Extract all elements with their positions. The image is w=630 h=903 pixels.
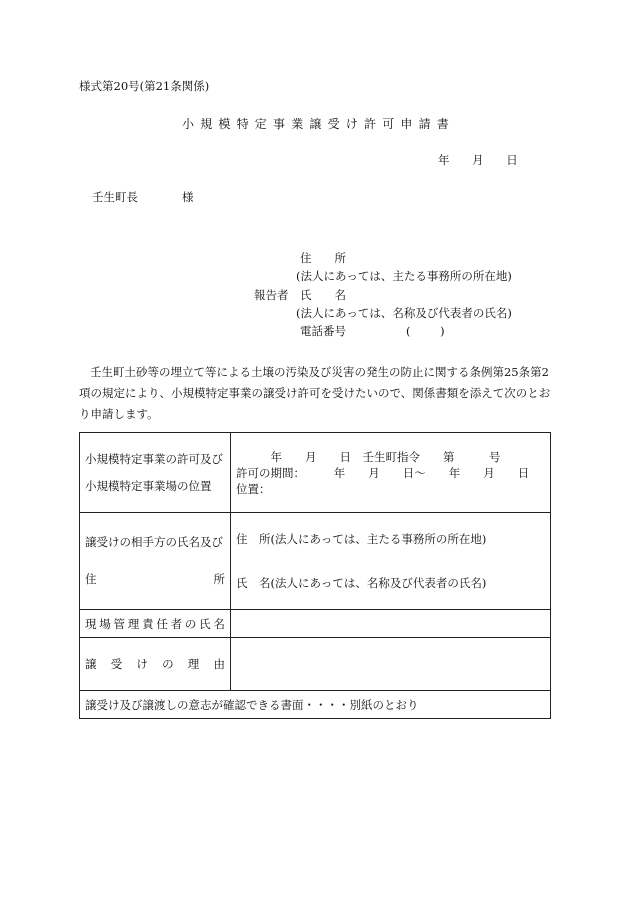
label-char: 理: [187, 657, 200, 671]
label-char: 所: [213, 572, 225, 586]
table-row: [80, 433, 551, 513]
addressee-honorific: 様: [182, 190, 194, 204]
table-row: [80, 513, 551, 610]
label-char: 由: [213, 657, 225, 671]
addressee-name: 壬生町長: [92, 190, 138, 204]
label-char: 現: [85, 616, 97, 631]
transfer-reason-label: [80, 638, 231, 691]
permit-date-line: 年 月 日 壬生町指令 第 号: [236, 449, 501, 464]
name-label: 氏 名: [300, 288, 346, 302]
label-line: [85, 616, 225, 632]
phone-label: 電話番号: [300, 324, 346, 338]
label-char: 受: [110, 657, 123, 671]
label-char: 責: [142, 616, 154, 631]
label-char: 名: [213, 616, 225, 631]
name-note: (法人にあっては、名称及び代表者の氏名): [296, 306, 512, 320]
date-line: 年 月 日: [438, 153, 518, 167]
label-char: 譲: [85, 657, 97, 671]
label-char: 任: [156, 616, 168, 631]
table-row: [80, 610, 551, 638]
label-line: 譲受けの相手方の氏名及び: [85, 535, 223, 549]
address-note: (法人にあっては、主たる事務所の所在地): [296, 269, 512, 283]
label-char: 住: [85, 572, 97, 586]
application-table: [79, 432, 551, 719]
label-char: 管: [113, 616, 126, 631]
phone-field[interactable]: ( ): [406, 324, 445, 338]
table-row: [80, 638, 551, 691]
counterparty-name-line: 氏 名(法人にあっては、名称及び代表者の氏名): [236, 576, 487, 590]
form-number: 様式第20号(第21条関係): [79, 79, 210, 93]
permit-location-field[interactable]: [231, 433, 551, 513]
label-char: 理: [127, 616, 140, 631]
site-manager-field[interactable]: [231, 610, 551, 638]
label-line: [85, 656, 225, 672]
label-char: 場: [99, 616, 111, 631]
permit-period-line: 許可の期間： 年 月 日〜 年 月 日: [236, 465, 530, 480]
table-row: [80, 691, 551, 719]
reporter-label: 報告者: [254, 288, 289, 302]
body-paragraph: 壬生町土砂等の埋立て等による土壌の汚染及び災害の発生の防止に関する条例第25条第2項の規定により、小規模特定事業の譲受け許可を受けたいので、関係書類を添えて次のとおり申請します。: [79, 365, 551, 421]
label-line: [85, 566, 225, 593]
address-label: 住 所: [300, 251, 346, 265]
label-char: の: [184, 616, 197, 631]
document-title: 小規模特定事業譲受け許可申請書: [182, 117, 456, 131]
label-char: 者: [170, 616, 183, 631]
label-line: 小規模特定事業場の位置: [85, 478, 212, 493]
attachment-note: 譲受け及び譲渡しの意志が確認できる書面・・・・別紙のとおり: [80, 691, 551, 719]
label-char: け: [136, 657, 148, 671]
label-line: 小規模特定事業の許可及び: [85, 451, 223, 466]
counterparty-label: [80, 513, 231, 610]
permit-location-label: [80, 433, 231, 513]
location-line: 位置：: [236, 481, 271, 496]
counterparty-field[interactable]: [231, 513, 551, 610]
transfer-reason-field[interactable]: [231, 638, 551, 691]
site-manager-label: [80, 610, 231, 638]
addressee: [92, 192, 194, 204]
label-char: の: [162, 657, 174, 671]
label-char: 氏: [199, 616, 211, 631]
counterparty-address-line: 住 所(法人にあっては、主たる事務所の所在地): [236, 532, 487, 546]
